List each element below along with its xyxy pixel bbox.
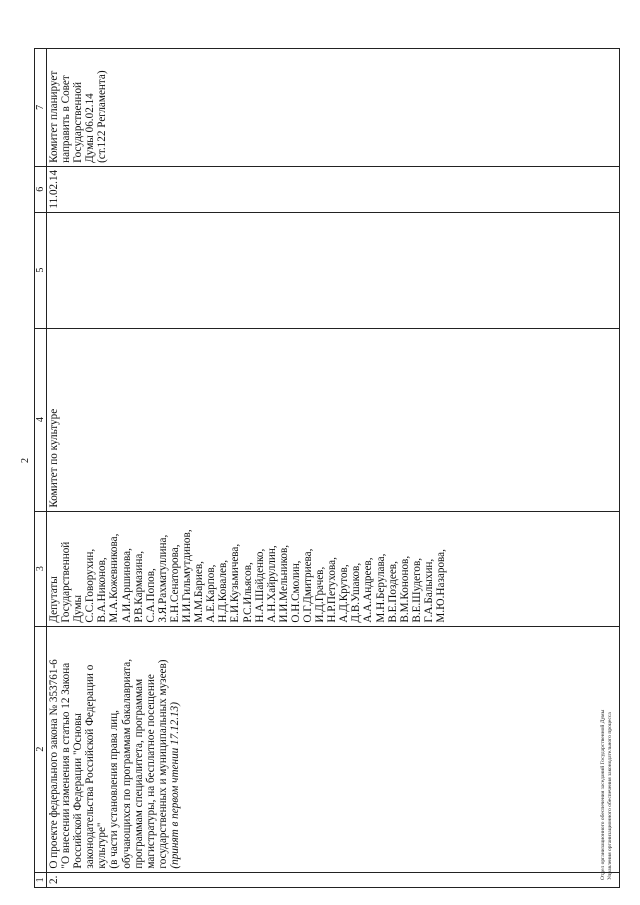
author-line: В.М.Кононов,	[398, 555, 411, 623]
author-line: Е.И.Кузьмичева,	[229, 543, 242, 623]
column-header-1: 1	[35, 872, 47, 887]
bills-table	[34, 48, 620, 888]
author-line: Думы	[72, 594, 85, 623]
status-line: Комитет планирует	[48, 70, 60, 163]
author-line: В.Е.Поздеев,	[386, 561, 399, 623]
bill-text-line: законодательства Российской Федерации о	[84, 664, 97, 869]
author-line: В.А.Никонов,	[96, 557, 109, 623]
header-row	[35, 48, 47, 887]
author-line: Г.А.Балыхин,	[422, 558, 435, 623]
bill-text-line: программам специалитета, программам	[132, 678, 145, 869]
document-page	[20, 0, 620, 888]
author-line: Государственной	[60, 541, 73, 623]
author-line: Д.В.Ушаков,	[350, 562, 363, 623]
author-line: А.И.Аршинова,	[120, 548, 133, 623]
author-line: С.А.Попов,	[144, 568, 157, 623]
bill-text-line: обучающихся по программам бакалавриата,	[120, 658, 133, 869]
column-header-4: 4	[35, 328, 47, 511]
bill-text-line: магистратуры, на бесплатное посещение	[144, 674, 157, 869]
author-line: Р.С.Ильясов,	[241, 562, 254, 623]
status-text	[48, 52, 108, 163]
author-line: Р.В.Кармазина,	[132, 550, 145, 623]
page-number: 2	[20, 458, 31, 463]
column-header-6: 6	[35, 166, 47, 212]
column-5-cell	[47, 212, 620, 328]
committee-cell: Комитет по культуре	[47, 328, 620, 511]
author-line: М.Н.Берулава,	[374, 553, 387, 623]
author-line: Н.Д.Ковалев,	[217, 559, 230, 623]
author-line: Депутаты	[48, 576, 60, 623]
bill-description	[47, 626, 620, 872]
author-line: Н.Р.Петухова,	[326, 557, 339, 623]
bill-text-line: "О внесении изменения в статью 12 Закона	[60, 662, 73, 869]
status-line: Государственной	[72, 81, 85, 163]
bill-text-line: государственных и муниципальных музеев)	[156, 659, 169, 869]
column-header-7: 7	[35, 48, 47, 166]
author-line: Е.Н.Сенаторова,	[168, 544, 181, 623]
author-line: И.Д.Грачев,	[314, 566, 327, 623]
column-header-5: 5	[35, 212, 47, 328]
status-line: Думы 06.02.14	[84, 93, 97, 163]
author-line: Н.А.Шайденко,	[253, 548, 266, 623]
date-cell: 11.02.14	[47, 166, 620, 212]
author-line: А.А.Андреев,	[362, 557, 375, 623]
status-line: направить в Совет	[60, 75, 73, 163]
author-line: М.Ю.Назарова,	[435, 549, 447, 623]
author-line: О.Н.Смолин,	[289, 560, 302, 623]
bill-text-line: (в части установления права лиц,	[108, 710, 121, 869]
column-header-2: 2	[35, 626, 47, 872]
footer	[600, 580, 613, 880]
author-line: С.С.Говорухин,	[84, 548, 97, 623]
bill-text-line: О проекте федерального закона № 353761-6	[48, 659, 60, 869]
column-header-3: 3	[35, 511, 47, 626]
bill-text-line: Российской Федерации "Основы	[72, 713, 85, 869]
author-line: М.М.Бариев,	[193, 561, 206, 623]
footer-line-1: Отдел организационного обеспечения заседаний Государственной Думы	[600, 709, 606, 880]
author-line: О.Г.Дмитриева,	[301, 548, 314, 623]
author-line: И.И.Гильмутдинов,	[181, 529, 194, 623]
authors-cell	[47, 511, 620, 626]
author-line: В.Е.Шудегов,	[410, 557, 423, 623]
status-line: (ст.122 Регламента)	[96, 70, 109, 163]
row-number: 2.	[47, 872, 620, 887]
author-line: М.А.Кожевникова,	[108, 533, 121, 623]
author-line: А.Е.Карпов,	[205, 564, 218, 623]
footer-line-2: Управления организационного обеспечения законодательного процесса	[606, 712, 613, 880]
authors-list	[48, 515, 447, 623]
author-line: З.Я.Рахматуллина,	[156, 534, 169, 623]
author-line: А.Н.Хайруллин,	[265, 545, 278, 623]
bill-text	[48, 630, 169, 869]
table-row	[47, 48, 620, 887]
author-line: И.И.Мельников,	[277, 544, 290, 623]
author-line: А.Д.Крутов,	[338, 564, 351, 623]
bill-text-line: культуре"	[96, 822, 109, 869]
status-cell	[47, 48, 620, 166]
bill-note: (принят в первом чтении 17.12.13)	[168, 702, 181, 869]
